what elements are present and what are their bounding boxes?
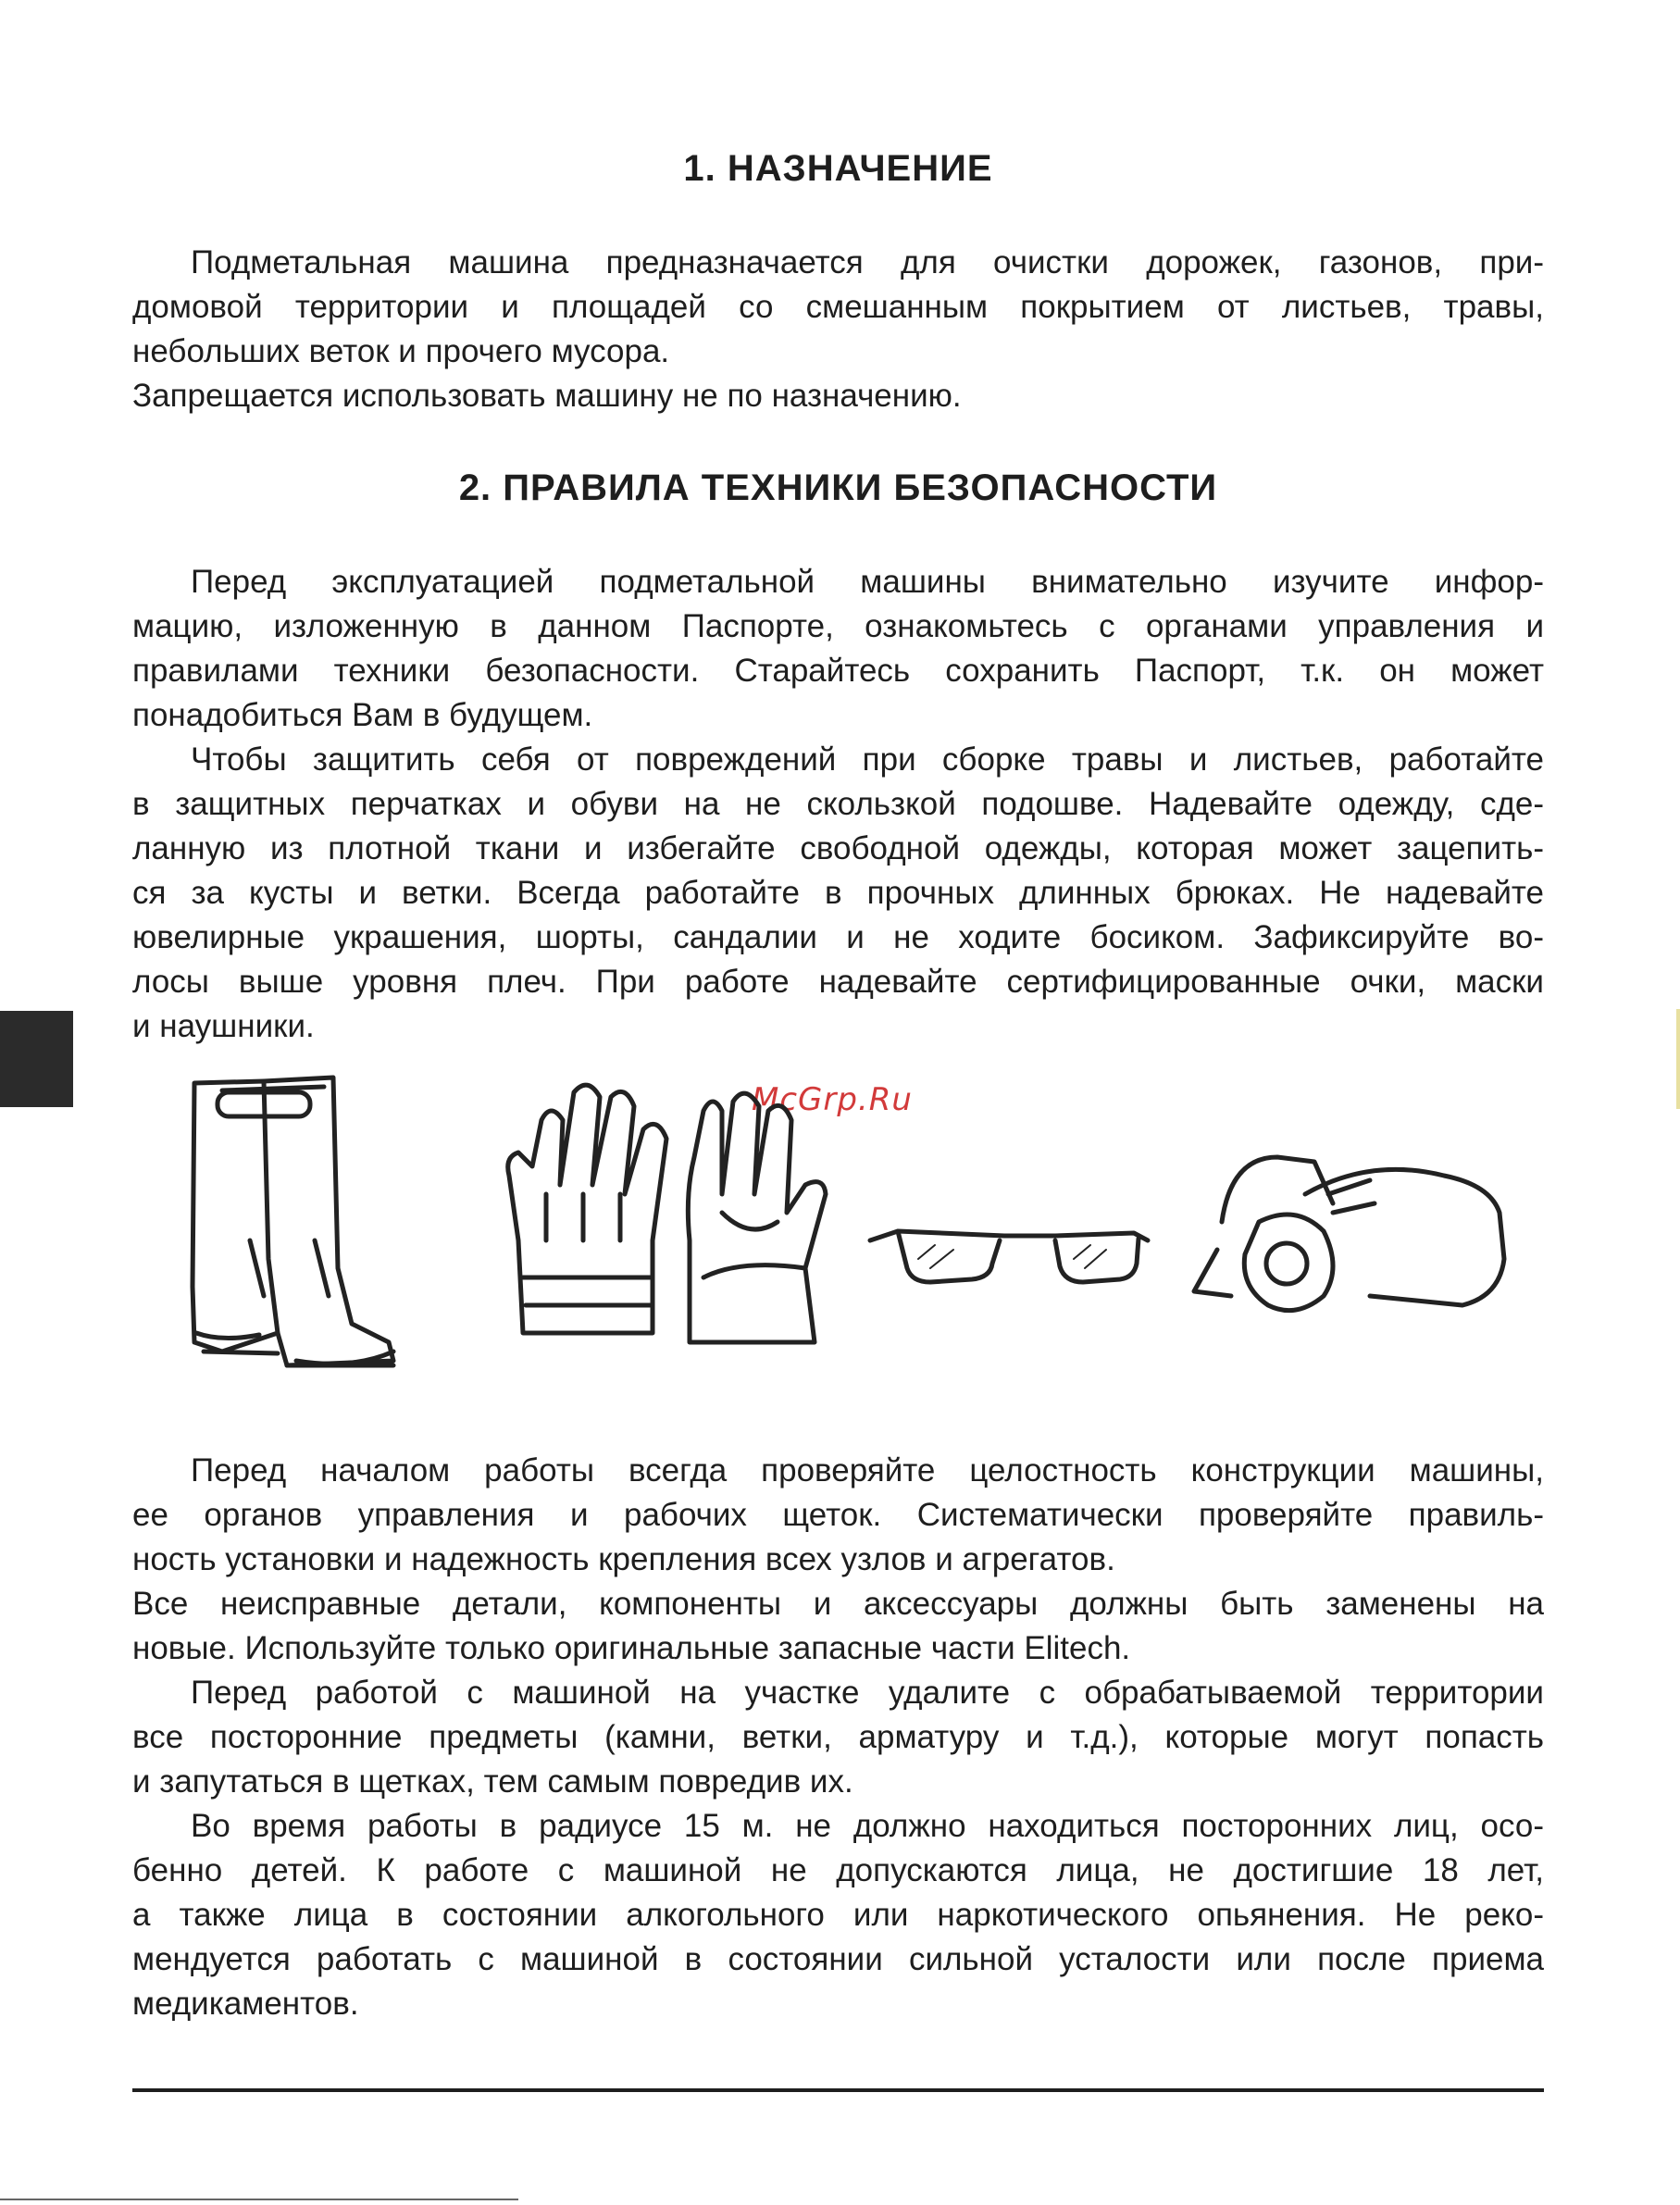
- safety-glasses-icon: [870, 1231, 1148, 1282]
- text-line: домовой территории и площадей со смешанным покрытием от листьев, травы,: [132, 289, 1544, 325]
- text-line: ювелирные украшения, шорты, сандалии и не ходите босиком. Зафиксируйте во-: [132, 919, 1544, 955]
- section-heading-safety: 2. ПРАВИЛА ТЕХНИКИ БЕЗОПАСНОСТИ: [458, 467, 1218, 508]
- face-shield-earmuffs-icon: [1194, 1157, 1504, 1311]
- text-line: ее органов управления и рабочих щеток. Систематически проверяйте правиль-: [132, 1497, 1544, 1533]
- text-line: Подметальная машина предназначается для очистки дорожек, газонов, при-: [191, 244, 1544, 280]
- boots-icon: [193, 1078, 393, 1365]
- safety-paragraph-4: [132, 1671, 1544, 1804]
- safety-paragraph-2: [132, 738, 1544, 1049]
- text-line: ланную из плотной ткани и избегайте свободной одежды, которая может зацепить-: [132, 830, 1544, 866]
- text-line: мендуется работать с машиной в состоянии сильной усталости или после приема: [132, 1941, 1544, 1977]
- page-edge-line: [0, 2199, 518, 2200]
- text-line: и наушники.: [132, 1008, 315, 1044]
- glove-icon: [508, 1085, 666, 1333]
- text-line: медикаментов.: [132, 1986, 359, 2022]
- text-line: мацию, изложенную в данном Паспорте, ознакомьтесь с органами управления и: [132, 608, 1544, 644]
- purpose-paragraph: [132, 241, 1544, 418]
- text-line: Перед эксплуатацией подметальной машины внимательно изучите инфор-: [191, 564, 1544, 600]
- watermark: McGrp.Ru: [752, 1081, 913, 1118]
- safety-paragraph-1: [132, 560, 1544, 738]
- text-line: Запрещается использовать машину не по назначению.: [132, 378, 962, 414]
- text-line: лосы выше уровня плеч. При работе надевайте сертифицированные очки, маски: [132, 964, 1544, 1000]
- text-line: небольших веток и прочего мусора.: [132, 333, 670, 369]
- text-line: Во время работы в радиусе 15 м. не должно находиться посторонних лиц, осо-: [191, 1808, 1544, 1844]
- text-line: правилами техники безопасности. Старайтесь сохранить Паспорт, т.к. он может: [132, 653, 1544, 689]
- text-line: Перед началом работы всегда проверяйте целостность конструкции машины,: [191, 1452, 1544, 1489]
- text-line: Все неисправные детали, компоненты и аксессуары должны быть заменены на: [132, 1586, 1544, 1622]
- safety-paragraph-3: [132, 1449, 1544, 1671]
- protective-equipment-illustration: [167, 1055, 1518, 1407]
- text-line: в защитных перчатках и обуви на не скользкой подошве. Надевайте одежду, сде-: [132, 786, 1544, 822]
- text-line: Перед работой с машиной на участке удалите с обрабатываемой территории: [191, 1675, 1544, 1711]
- text-line: все посторонние предметы (камни, ветки, арматуру и т.д.), которые могут попасть: [132, 1719, 1544, 1755]
- text-line: понадобиться Вам в будущем.: [132, 697, 593, 733]
- section-heading-purpose: 1. НАЗНАЧЕНИЕ: [683, 148, 993, 189]
- footer-rule: [132, 2088, 1544, 2092]
- text-line: новые. Используйте только оригинальные запасные части Elitech.: [132, 1630, 1131, 1666]
- text-line: бенно детей. К работе с машиной не допускаются лица, не достигшие 18 лет,: [132, 1852, 1544, 1888]
- safety-paragraph-5: [132, 1804, 1544, 2026]
- edge-mark: [1676, 1009, 1680, 1109]
- text-line: а также лица в состоянии алкогольного или наркотического опьянения. Не реко-: [132, 1897, 1544, 1933]
- text-line: Чтобы защитить себя от повреждений при сборке травы и листьев, работайте: [191, 741, 1544, 778]
- text-line: ность установки и надежность крепления всех узлов и агрегатов.: [132, 1541, 1115, 1577]
- text-line: ся за кусты и ветки. Всегда работайте в прочных длинных брюках. Не надевайте: [132, 875, 1544, 911]
- glove-icon: [688, 1093, 826, 1342]
- text-line: и запутаться в щетках, тем самым повредив их.: [132, 1763, 853, 1800]
- section-tab-marker: [0, 1011, 73, 1107]
